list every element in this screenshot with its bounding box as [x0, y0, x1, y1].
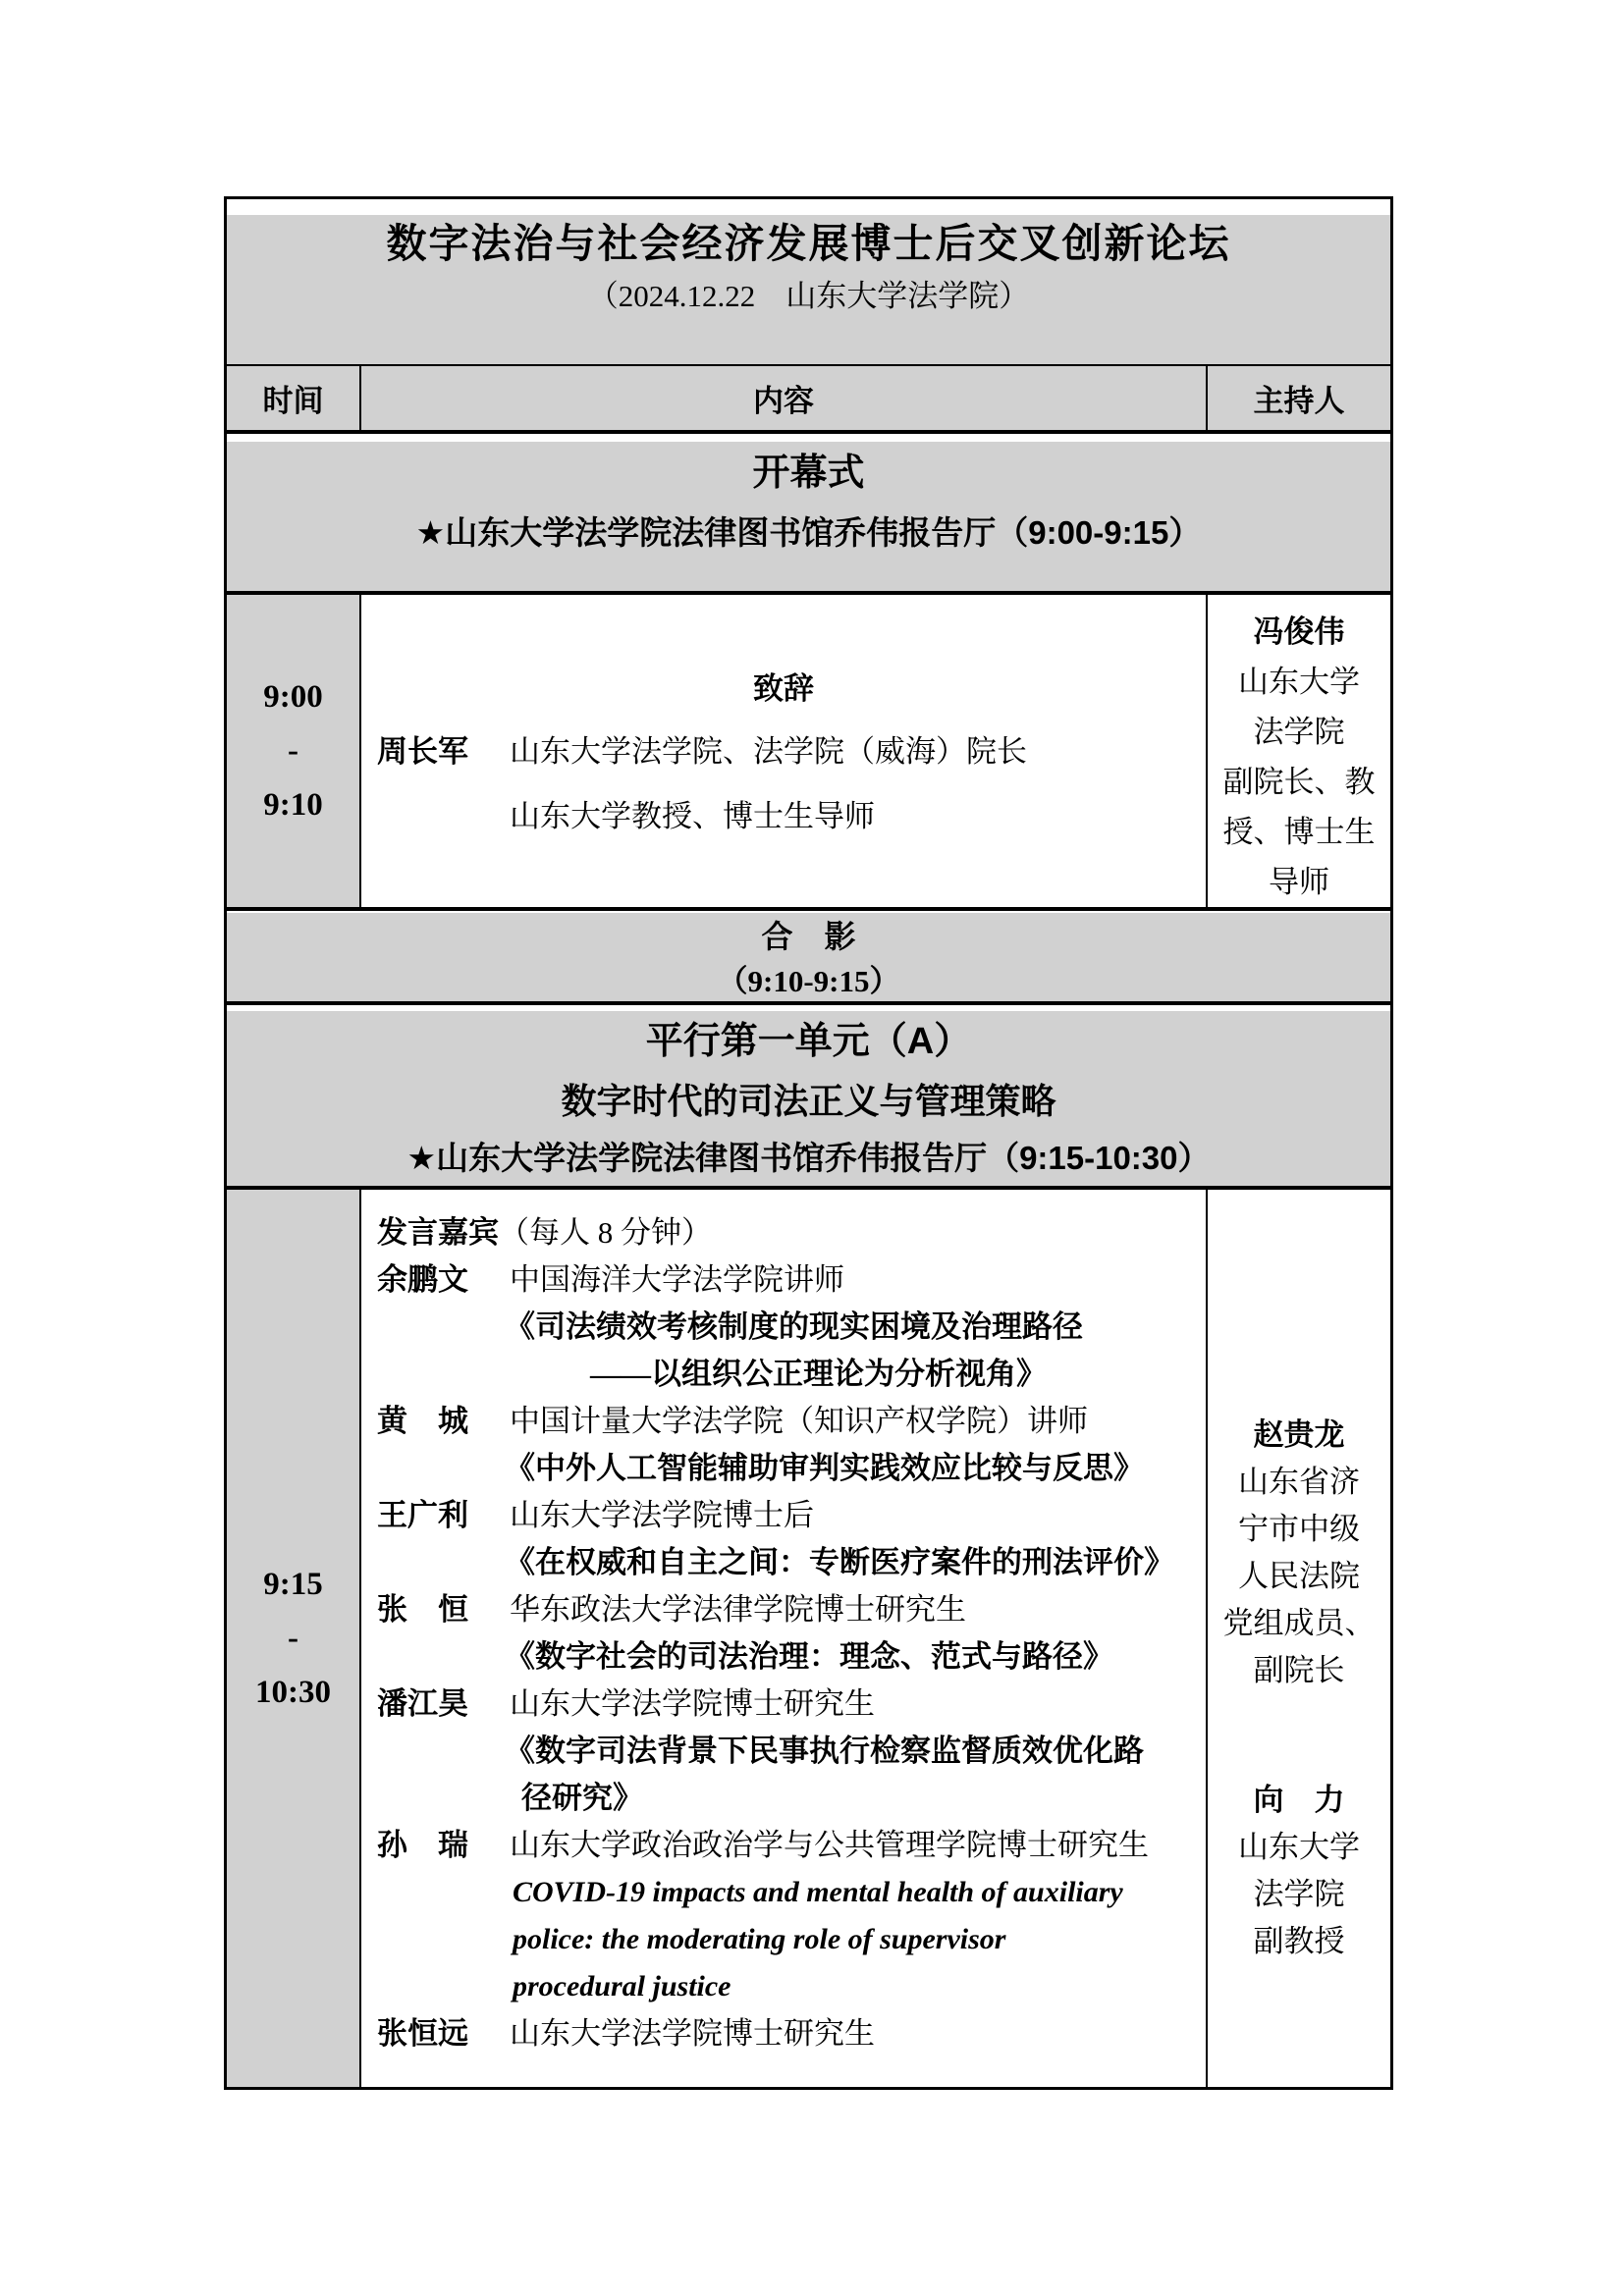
speaker-name: 王广利 — [377, 1498, 468, 1532]
program-table — [224, 196, 1393, 2090]
speaker-affiliation: 山东大学法学院博士研究生 — [510, 2016, 875, 2051]
host-name: 赵贵龙 — [1253, 1417, 1345, 1452]
speaker-line — [377, 1398, 1200, 1445]
time-separator: - — [288, 1620, 298, 1656]
time-start: 9:00 — [263, 678, 323, 715]
paper-title-en-line: COVID-19 impacts and mental health of auxiliary — [513, 1876, 1123, 1908]
forum-subtitle: （2024.12.22 山东大学法学院） — [587, 279, 1030, 313]
speaker-affiliation: 华东政法大学法律学院博士研究生 — [510, 1592, 966, 1627]
host-desc-line: 宁市中级 — [1238, 1512, 1360, 1546]
ceremony-time-cell — [227, 595, 361, 907]
speaker-name: 余鹏文 — [377, 1262, 468, 1297]
speaker-line — [361, 728, 1206, 775]
host-block — [1208, 595, 1390, 907]
host-name: 冯俊伟 — [1253, 614, 1345, 649]
unit-a-venue: ★山东大学法学院法律图书馆乔伟报告厅（9:15-10:30） — [406, 1140, 1211, 1176]
speaker-name: 潘江昊 — [377, 1686, 468, 1721]
paper-title-line: 《数字司法背景下民事执行检察监督质效优化路 — [505, 1734, 1144, 1768]
speaker-affiliation: 山东大学政治政治学与公共管理学院博士研究生 — [510, 1828, 1149, 1862]
guests-label: 发言嘉宾 — [377, 1215, 499, 1250]
forum-title: 数字法治与社会经济发展博士后交叉创新论坛 — [386, 221, 1231, 266]
time-end: 10:30 — [255, 1674, 331, 1710]
speaker-name: 孙 瑞 — [377, 1828, 468, 1862]
host-desc-line: 副院长 — [1253, 1653, 1345, 1687]
host-desc-line: 党组成员、 — [1222, 1606, 1376, 1640]
host-desc-line: 法学院 — [1253, 1877, 1345, 1911]
speaker-affiliation: 山东大学法学院博士研究生 — [510, 1686, 875, 1721]
paper-title-en-line: police: the moderating role of supervisor — [513, 1923, 1006, 1955]
speaker-line — [377, 1256, 1200, 1304]
unit-a-topic: 数字时代的司法正义与管理策略 — [561, 1081, 1056, 1121]
opening-heading: 开幕式 — [752, 453, 865, 494]
col-header-host: 主持人 — [1253, 384, 1345, 418]
photo-row — [227, 913, 1390, 1005]
paper-title-line: 《数字社会的司法治理：理念、范式与路径》 — [505, 1639, 1113, 1674]
host-desc-line: 法学院 — [1253, 715, 1345, 749]
session-content-cell — [361, 1190, 1208, 2087]
ceremony-host-cell — [1208, 595, 1390, 907]
speaker-affiliation: 山东大学法学院博士后 — [510, 1498, 814, 1532]
paper-title-cont-line: 径研究》 — [521, 1781, 643, 1815]
paper-title-line: 《中外人工智能辅助审判实践效应比较与反思》 — [505, 1451, 1144, 1485]
speaker-affiliation: 中国海洋大学法学院讲师 — [510, 1262, 844, 1297]
host-desc-line: 山东大学 — [1238, 1830, 1360, 1864]
speaker-line — [377, 2010, 1200, 2057]
speaker-name: 周长军 — [377, 734, 468, 769]
speech-title: 致辞 — [753, 671, 814, 706]
speaker-line — [377, 1492, 1200, 1539]
speaker-name: 张恒远 — [377, 2016, 468, 2051]
host-desc-line: 授、博士生 — [1222, 815, 1376, 849]
session-time-cell — [227, 1190, 361, 2087]
paper-title-line: 《司法绩效考核制度的现实困境及治理路径 — [505, 1309, 1083, 1344]
col-header-content: 内容 — [361, 366, 1208, 430]
opening-section-row — [227, 442, 1390, 595]
speaker-affiliation: 山东大学法学院、法学院（威海）院长 — [510, 734, 1027, 769]
speaker-affiliation: 中国计量大学法学院（知识产权学院）讲师 — [510, 1404, 1088, 1438]
time-start: 9:15 — [263, 1566, 323, 1602]
speaker-affiliation-2: 山东大学教授、博士生导师 — [510, 799, 875, 833]
session-row — [227, 1190, 1390, 2087]
paper-title-line: 《在权威和自主之间：专断医疗案件的刑法评价》 — [505, 1545, 1174, 1579]
ceremony-content-cell — [361, 595, 1208, 907]
host-block — [1208, 1190, 1390, 1965]
host-desc-line: 副教授 — [1253, 1924, 1345, 1958]
time-separator: - — [288, 732, 298, 769]
paper-subtitle-line: ——以组织公正理论为分析视角》 — [590, 1357, 1047, 1391]
session-host-cell — [1208, 1190, 1390, 2087]
col-header-time: 时间 — [227, 366, 361, 430]
speaker-line — [377, 1822, 1200, 1869]
host-name: 向 力 — [1253, 1783, 1345, 1817]
host-desc-line: 导师 — [1269, 865, 1329, 899]
unit-a-header-row — [227, 1011, 1390, 1190]
photo-time: （9:10-9:15） — [717, 964, 900, 998]
speaker-name: 张 恒 — [377, 1592, 468, 1627]
photo-label: 合 影 — [761, 919, 856, 954]
speaker-name: 黄 城 — [377, 1404, 468, 1438]
paper-title-en-line: procedural justice — [513, 1970, 731, 2002]
speaker-line — [377, 1681, 1200, 1728]
opening-venue: ★山东大学法学院法律图书馆乔伟报告厅（9:00-9:15） — [415, 514, 1202, 551]
guests-line — [377, 1209, 1200, 1256]
host-block — [1208, 1777, 1390, 1965]
host-desc-line: 山东大学 — [1238, 665, 1360, 699]
column-header-row — [227, 366, 1390, 434]
guests-note: （每人 8 分钟） — [499, 1215, 712, 1250]
time-end: 9:10 — [263, 786, 323, 823]
speaker-line — [377, 1586, 1200, 1633]
host-desc-line: 人民法院 — [1238, 1559, 1360, 1593]
host-desc-line: 副院长、教 — [1222, 765, 1376, 799]
unit-a-heading: 平行第一单元（A） — [645, 1021, 972, 1062]
title-row — [227, 215, 1390, 366]
ceremony-row — [227, 595, 1390, 911]
host-desc-line: 山东省济 — [1238, 1465, 1360, 1499]
